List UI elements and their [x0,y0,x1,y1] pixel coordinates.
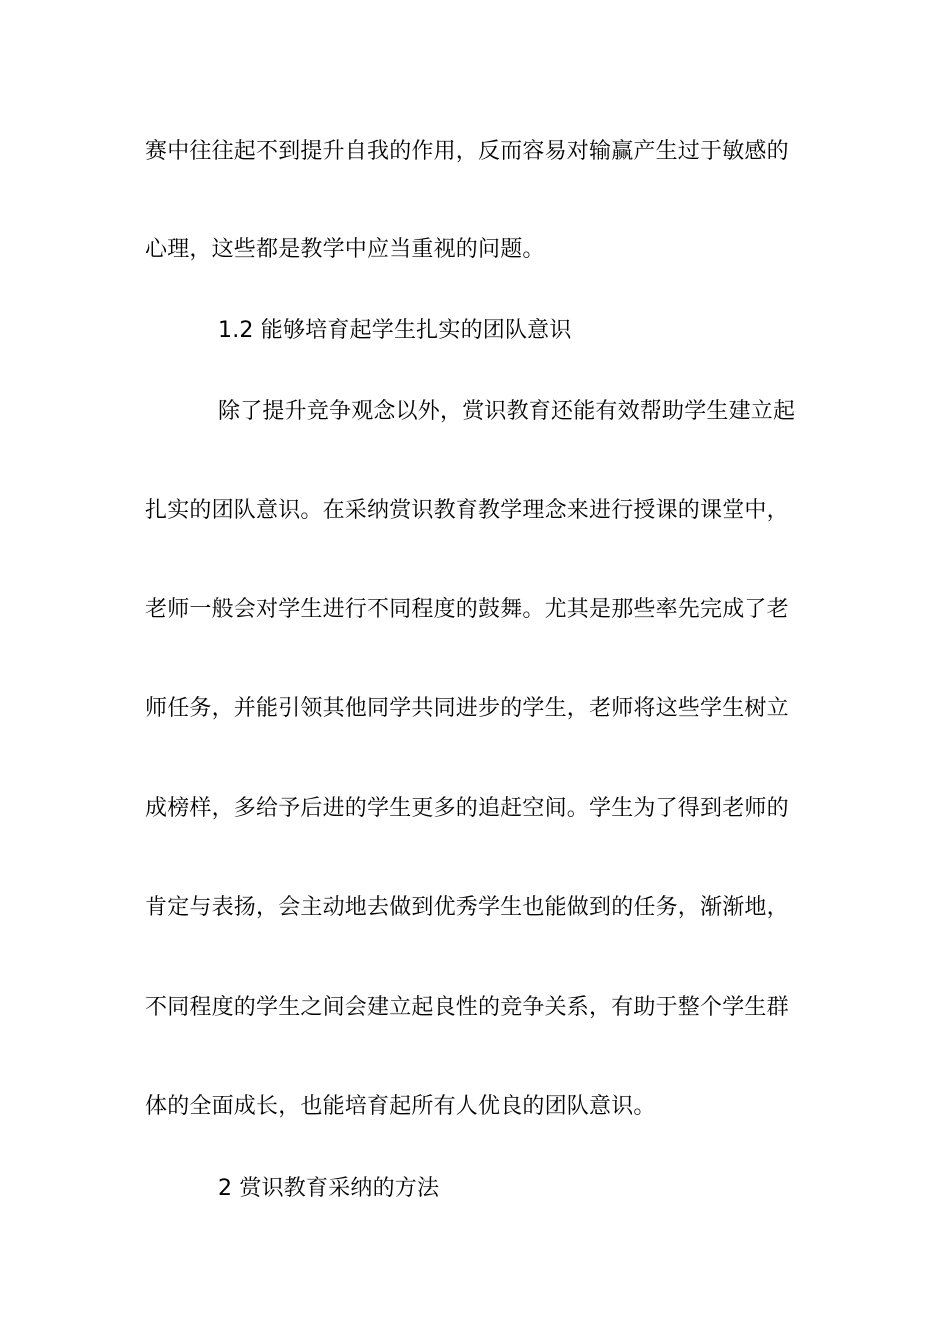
paragraph-line: 除了提升竞争观念以外，赏识教育还能有效帮助学生建立起 [218,399,796,424]
paragraph-line: 肯定与表扬，会主动地去做到优秀学生也能做到的任务，渐渐地， [145,895,789,920]
paragraph-line: 体的全面成长，也能培育起所有人优良的团队意识。 [145,1094,656,1119]
paragraph-line: 不同程度的学生之间会建立起良性的竞争关系，有助于整个学生群 [145,995,789,1020]
section-heading: 1.2 能够培育起学生扎实的团队意识 [218,318,572,343]
paragraph-line: 成榜样，多给予后进的学生更多的追赶空间。学生为了得到老师的 [145,796,789,821]
paragraph-line: 老师一般会对学生进行不同程度的鼓舞。尤其是那些率先完成了老 [145,597,789,622]
paragraph-line: 赛中往往起不到提升自我的作用，反而容易对输赢产生过于敏感的 [145,139,789,164]
section-heading: 2 赏识教育采纳的方法 [218,1176,440,1201]
paragraph-line: 心理，这些都是教学中应当重视的问题。 [145,237,545,262]
paragraph-line: 师任务，并能引领其他同学共同进步的学生，老师将这些学生树立 [145,696,789,721]
paragraph-line: 扎实的团队意识。在采纳赏识教育教学理念来进行授课的课堂中， [145,498,789,523]
